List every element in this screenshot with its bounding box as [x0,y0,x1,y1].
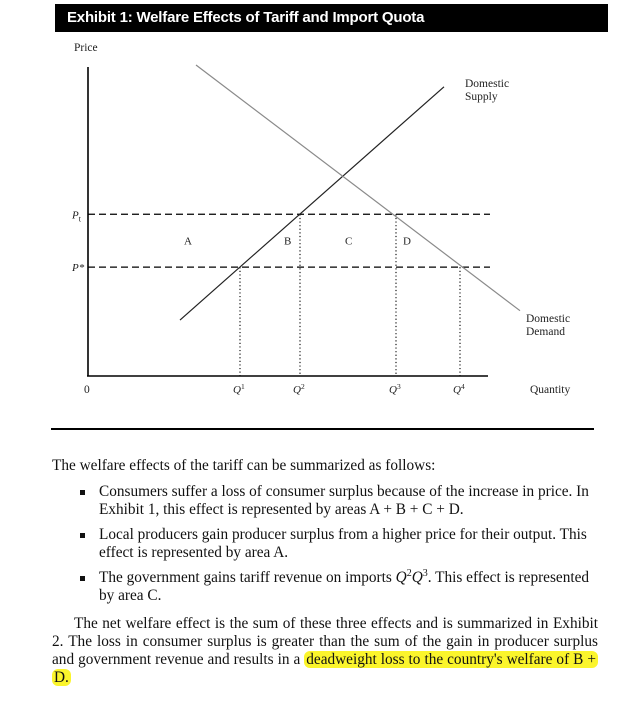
price-label [71,262,85,274]
bullet-text: Consumers suffer a loss of consumer surplus because of the increase in price. In Exhibit 1, this effect is represented by areas A + B + C + D. [99,483,589,518]
price-label-main: P* [72,262,85,275]
highlighted-text: deadweight loss to the country's welfare of B + D. [54,651,596,686]
q-symbol: Q [395,569,407,586]
quantity-label-main: Q [453,384,461,396]
quantity-label [233,382,245,396]
price-label-sub: t [78,214,81,224]
intro-text: The welfare effects of the tariff can be summarized as follows: [52,457,436,474]
origin-label: 0 [84,384,90,396]
exhibit-title: Exhibit 1: Welfare Effects of Tariff and Import Quota [67,9,425,26]
quantity-label-main: Q [233,384,241,396]
bullet-square-icon [80,576,85,581]
x-axis-label: Quantity [530,384,571,396]
price-label [71,209,82,223]
bullet-square-icon [80,533,85,538]
supply-curve [180,87,444,320]
bullet-text-pre: The government gains tariff revenue on imports [99,569,396,586]
area-label-a: A [184,235,192,248]
paragraph-text: The net welfare effect is the sum of these three effects and is summarized in Exhibit 2. The loss in consumer surplus is greater than the sum of the gain in producer surplus and government revenue and results in a [52,615,598,668]
demand-label: Demand [526,326,565,338]
bullet-text-post: . This effect is represented by area C. [99,569,590,604]
quantity-label-sup: 2 [300,382,305,391]
area-label-c: C [345,235,353,248]
quantity-label-sup: 3 [396,382,401,391]
bullet-square-icon [80,490,85,495]
quantity-label-main: Q [293,384,301,396]
price-label-main: P [72,209,79,222]
quantity-label-sup: 1 [240,382,245,391]
quantity-label [389,382,401,396]
y-axis-label: Price [74,42,98,54]
quantity-label-sup: 4 [460,382,465,391]
bullet-list [80,483,598,612]
supply-label: Domestic [465,78,510,90]
area-label-d: D [403,235,411,248]
area-label-b: B [284,235,292,248]
q-superscript: 3 [422,567,428,579]
supply-label: Supply [465,91,498,103]
q-superscript: 2 [406,567,412,579]
q-symbol: Q [411,569,423,586]
quantity-label [293,382,305,396]
bullet-text: Local producers gain producer surplus from a higher price for their output. This effect is represented by area A. [99,526,587,561]
bullet-item [80,526,598,562]
section-divider [51,428,594,430]
quantity-label-main: Q [389,384,397,396]
summary-paragraph [52,615,598,687]
demand-label: Domestic [526,313,571,325]
bullet-item [80,483,598,519]
bullet-item [80,569,598,605]
quantity-label [453,382,465,396]
